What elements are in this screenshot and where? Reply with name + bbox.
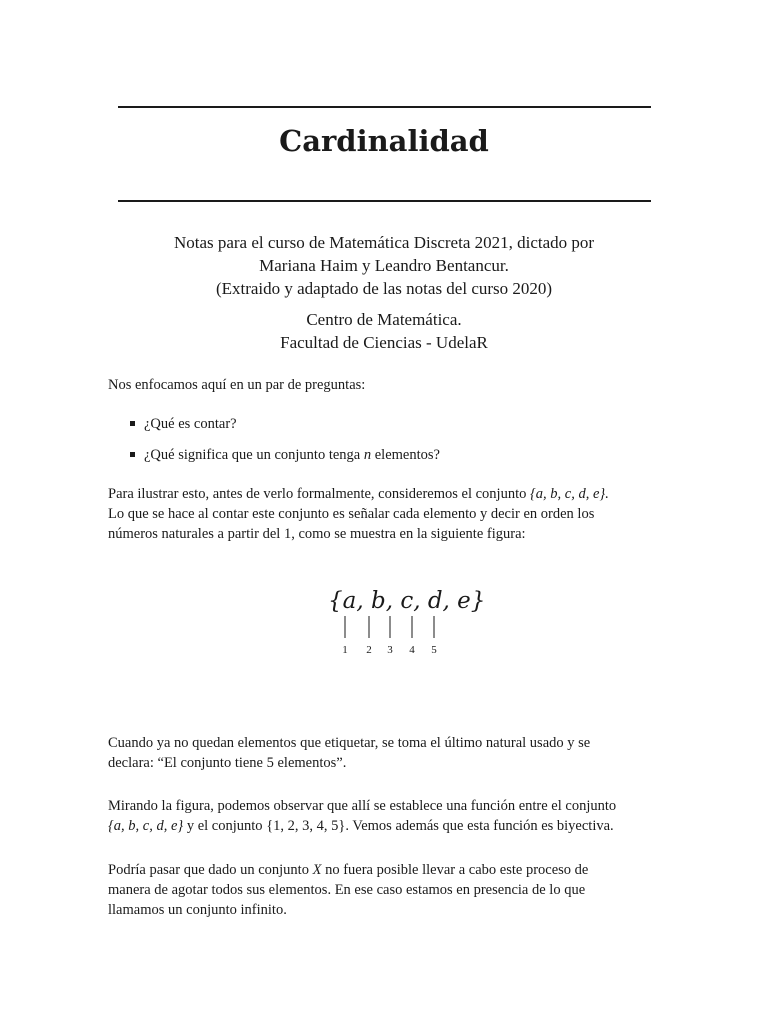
bullet-text: ¿Qué significa que un conjunto tenga (144, 447, 364, 463)
paragraph (108, 860, 660, 920)
paragraph (108, 733, 660, 773)
subtitle-line: Notas para el curso de Matemática Discreta 2021, dictado por (173, 233, 595, 252)
paragraph (108, 796, 660, 836)
paragraph-text: y el conjunto (183, 818, 267, 834)
paragraph-line: llamamos un conjunto infinito. (108, 902, 287, 918)
paragraph-line: manera de agotar todos sus elementos. En ese caso estamos en presencia de lo que (108, 882, 586, 898)
top-rule (118, 106, 651, 108)
paragraph-line: Lo que se hace al contar este conjunto es señalar cada elemento y decir en orden los (108, 506, 595, 522)
affiliation-line: Centro de Matemática. (306, 310, 462, 329)
paragraph-line: Mirando la figura, podemos observar que allí se establece una función entre el conjunto (108, 798, 617, 814)
math-set: {a, b, c, d, e} (108, 818, 184, 834)
affiliation (0, 308, 768, 354)
counting-figure (318, 580, 486, 660)
bullet-marker (130, 452, 135, 457)
figure-numbers (342, 644, 437, 656)
paragraph-text: Para ilustrar esto, antes de verlo formalmente, consideremos el conjunto (108, 486, 530, 502)
paragraph-text: no fuera posible llevar a cabo este proceso de (321, 862, 589, 878)
intro-line: Nos enfocamos aquí en un par de preguntas: (108, 377, 366, 393)
paragraph-line: números naturales a partir del 1, como se muestra en la siguiente figura: (108, 526, 526, 542)
bullet-text: elementos? (371, 447, 440, 463)
figure-arrows (345, 616, 434, 638)
math-var: X (312, 862, 322, 878)
paragraph-line (108, 860, 660, 880)
paragraph-text: Podría pasar que dado un conjunto (108, 862, 313, 878)
figure-number: 4 (409, 644, 415, 656)
figure-number: 5 (431, 644, 437, 656)
figure-number: 1 (342, 644, 348, 656)
paragraph-line: Cuando ya no quedan elementos que etiquetar, se toma el último natural usado y se (108, 735, 591, 751)
figure-number: 3 (387, 644, 393, 656)
paragraph-line: declara: “El conjunto tiene 5 elementos”. (108, 755, 347, 771)
bullet-text: ¿Qué es contar? (144, 416, 237, 432)
paragraph-text: . Vemos además que esta función es biyectiva. (345, 818, 614, 834)
bullet-marker (130, 421, 135, 426)
bullet-item (130, 414, 237, 434)
figure-set-label: {a, b, c, d, e} (328, 588, 486, 614)
bullet-item (130, 445, 440, 465)
subtitle (0, 231, 768, 300)
math-set: {a, b, c, d, e}. (529, 486, 609, 502)
math-set: {1, 2, 3, 4, 5} (266, 818, 346, 834)
math-var: n (363, 447, 372, 463)
paragraph-line (108, 816, 660, 836)
bottom-rule (118, 200, 651, 202)
subtitle-line: (Extraido y adaptado de las notas del curso 2020) (215, 279, 553, 298)
subtitle-line: Mariana Haim y Leandro Bentancur. (259, 256, 509, 275)
paragraph-line (108, 484, 660, 504)
affiliation-line: Facultad de Ciencias - UdelaR (280, 333, 488, 352)
paragraph (108, 484, 660, 544)
figure-number: 2 (366, 644, 372, 656)
page-title: Cardinalidad (279, 124, 489, 158)
intro-text (108, 375, 660, 395)
